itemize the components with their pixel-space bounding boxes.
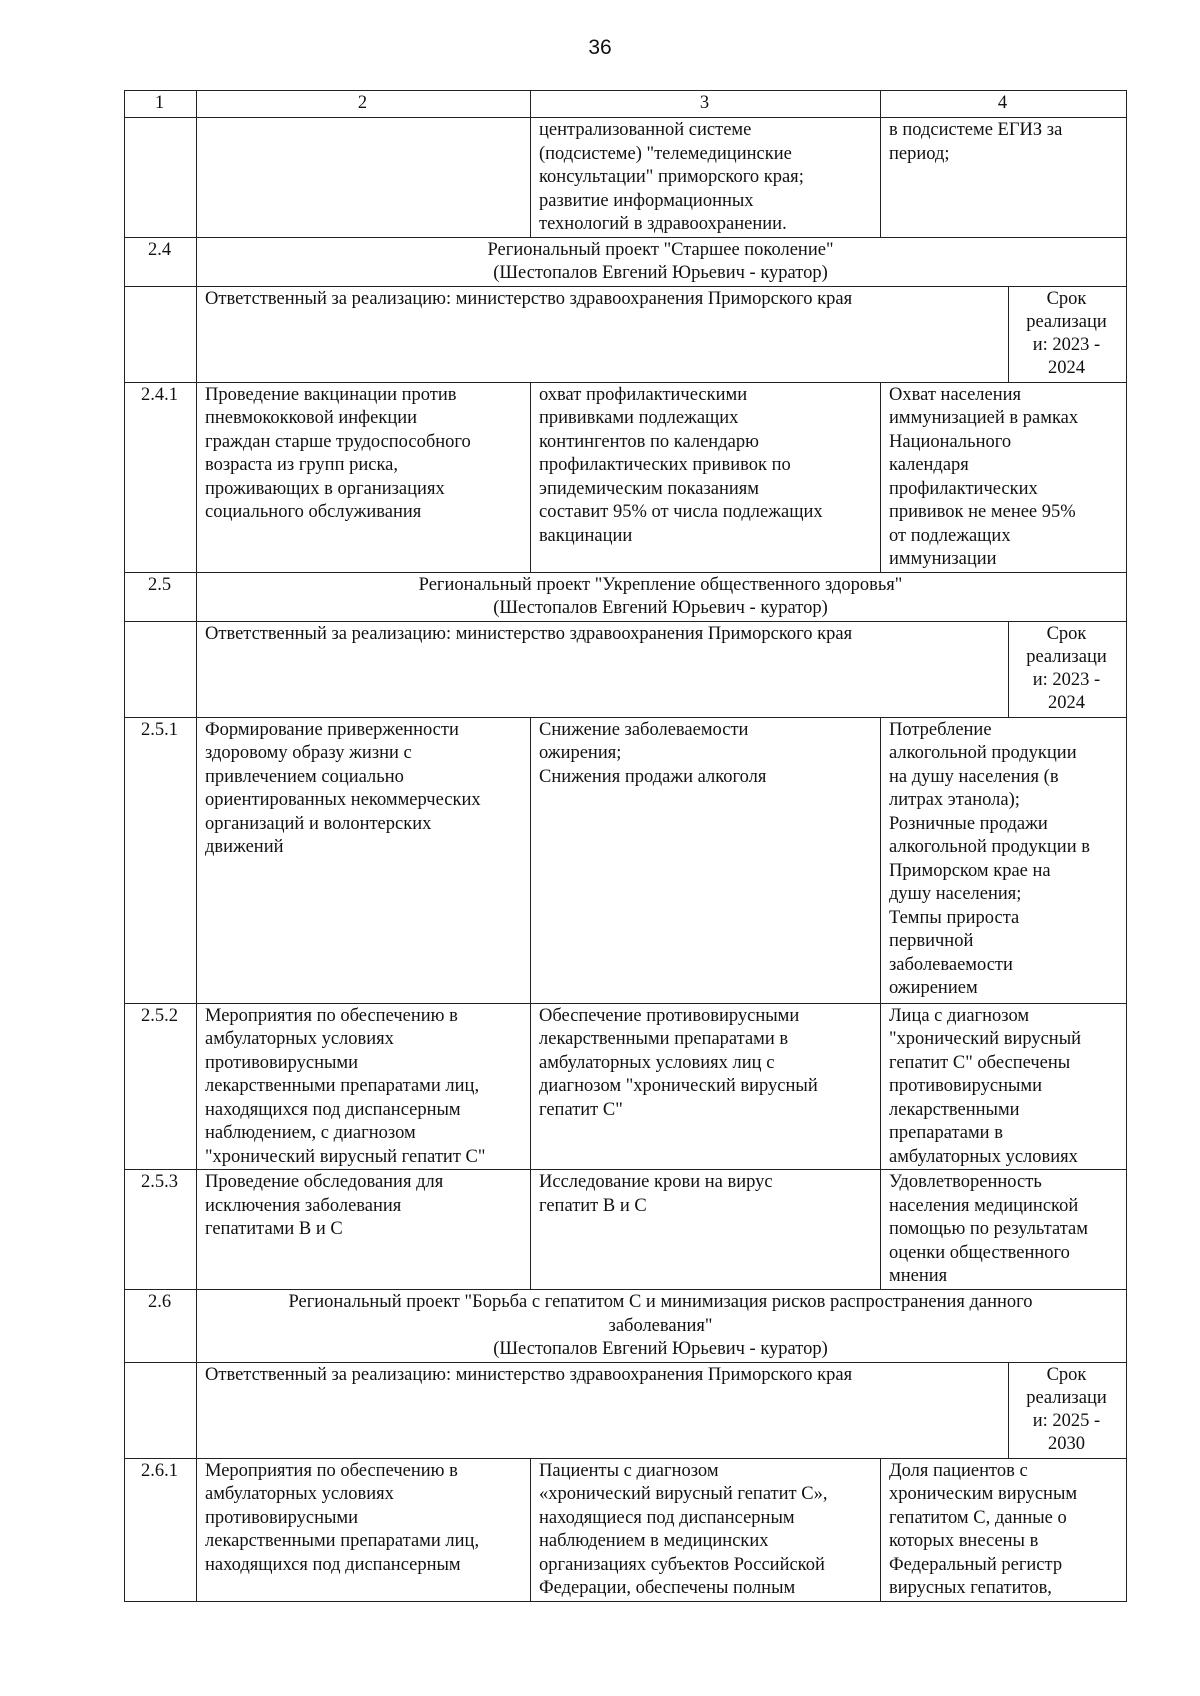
header-col-1: 1 xyxy=(125,91,197,118)
page-number: 36 xyxy=(588,36,612,59)
section-row xyxy=(125,572,1127,621)
term-text: Срок реализаци и: 2025 - 2030 xyxy=(1009,1362,1127,1458)
section-title: Региональный проект "Укрепление общественного здоровья" (Шестопалов Евгений Юрьевич - куратор) xyxy=(197,572,1127,621)
measures-table xyxy=(124,90,1127,1602)
term-text: Срок реализаци и: 2023 - 2024 xyxy=(1009,621,1127,717)
responsible-text: Ответственный за реализацию: министерство здравоохранения Приморского края xyxy=(197,286,1009,382)
section-title: Региональный проект "Борьба с гепатитом С и минимизация рисков распространения данного заболевания" (Шестопалов Евгений Юрьевич - куратор) xyxy=(197,1290,1127,1363)
section-row xyxy=(125,237,1127,286)
header-col-3: 3 xyxy=(531,91,881,118)
section-title: Региональный проект "Старшее поколение" (Шестопалов Евгений Юрьевич - куратор) xyxy=(197,237,1127,286)
row-number: 2.5.1 xyxy=(125,717,197,1003)
responsible-row xyxy=(125,1362,1127,1458)
row-number xyxy=(125,621,197,717)
row-number: 2.5.2 xyxy=(125,1003,197,1170)
row-number: 2.5.3 xyxy=(125,1170,197,1290)
section-number: 2.5 xyxy=(125,572,197,621)
row-col-4: Охват населения иммунизацией в рамках Национального календаря профилактических прививок не менее 95% от подлежащих иммунизации xyxy=(881,382,1127,572)
row-col-2: Мероприятия по обеспечению в амбулаторных условиях противовирусными лекарственными препаратами лиц, находящихся под диспансерным xyxy=(197,1458,531,1601)
row-number: 2.4.1 xyxy=(125,382,197,572)
row-number xyxy=(125,286,197,382)
row-col-4: Лица с диагнозом "хронический вирусный гепатит С" обеспечены противовирусными лекарственными препаратами в амбулаторных условиях xyxy=(881,1003,1127,1170)
table-row xyxy=(125,1170,1127,1290)
responsible-row xyxy=(125,286,1127,382)
row-col-3: Обеспечение противовирусными лекарственными препаратами в амбулаторных условиях лиц с диагнозом "хронический вирусный гепатит С" xyxy=(531,1003,881,1170)
section-row xyxy=(125,1290,1127,1363)
row-col-2: Формирование приверженности здоровому образу жизни с привлечением социально ориентированных некоммерческих организаций и волонтерских движений xyxy=(197,717,531,1003)
responsible-text: Ответственный за реализацию: министерство здравоохранения Приморского края xyxy=(197,621,1009,717)
row-col-4: в подсистеме ЕГИЗ за период; xyxy=(881,118,1127,238)
row-col-4: Удовлетворенность населения медицинской помощью по результатам оценки общественного мнения xyxy=(881,1170,1127,1290)
table-row xyxy=(125,717,1127,1003)
row-number xyxy=(125,1362,197,1458)
row-col-2 xyxy=(197,118,531,238)
header-row xyxy=(125,91,1127,118)
table-row xyxy=(125,1458,1127,1601)
table-row xyxy=(125,1003,1127,1170)
row-col-2: Мероприятия по обеспечению в амбулаторных условиях противовирусными лекарственными препаратами лиц, находящихся под диспансерным наблюдением, с диагнозом "хронический вирусный гепатит С" xyxy=(197,1003,531,1170)
responsible-text: Ответственный за реализацию: министерство здравоохранения Приморского края xyxy=(197,1362,1009,1458)
term-text: Срок реализаци и: 2023 - 2024 xyxy=(1009,286,1127,382)
row-col-2: Проведение вакцинации против пневмококковой инфекции граждан старше трудоспособного возраста из групп риска, проживающих в организациях социального обслуживания xyxy=(197,382,531,572)
table-row xyxy=(125,118,1127,238)
row-col-3: охват профилактическими прививками подлежащих контингентов по календарю профилактических прививок по эпидемическим показаниям составит 95% от числа подлежащих вакцинации xyxy=(531,382,881,572)
row-col-3: Снижение заболеваемости ожирения; Снижения продажи алкоголя xyxy=(531,717,881,1003)
table-row xyxy=(125,382,1127,572)
section-number: 2.4 xyxy=(125,237,197,286)
row-col-4: Потребление алкогольной продукции на душу населения (в литрах этанола); Розничные продажи алкогольной продукции в Приморском крае на душу населения; Темпы прироста первичной заболеваемости ожирением xyxy=(881,717,1127,1003)
row-number: 2.6.1 xyxy=(125,1458,197,1601)
row-col-2: Проведение обследования для исключения заболевания гепатитами В и С xyxy=(197,1170,531,1290)
row-col-3: централизованной системе (подсистеме) "телемедицинские консультации" приморского края; развитие информационных технологий в здравоохранении. xyxy=(531,118,881,238)
responsible-row xyxy=(125,621,1127,717)
row-col-4: Доля пациентов с хроническим вирусным гепатитом С, данные о которых внесены в Федеральный регистр вирусных гепатитов, xyxy=(881,1458,1127,1601)
section-number: 2.6 xyxy=(125,1290,197,1363)
header-col-2: 2 xyxy=(197,91,531,118)
row-number xyxy=(125,118,197,238)
row-col-3: Пациенты с диагнозом «хронический вирусный гепатит С», находящиеся под диспансерным наблюдением в медицинских организациях субъектов Российской Федерации, обеспечены полным xyxy=(531,1458,881,1601)
header-col-4: 4 xyxy=(881,91,1127,118)
row-col-3: Исследование крови на вирус гепатит В и С xyxy=(531,1170,881,1290)
